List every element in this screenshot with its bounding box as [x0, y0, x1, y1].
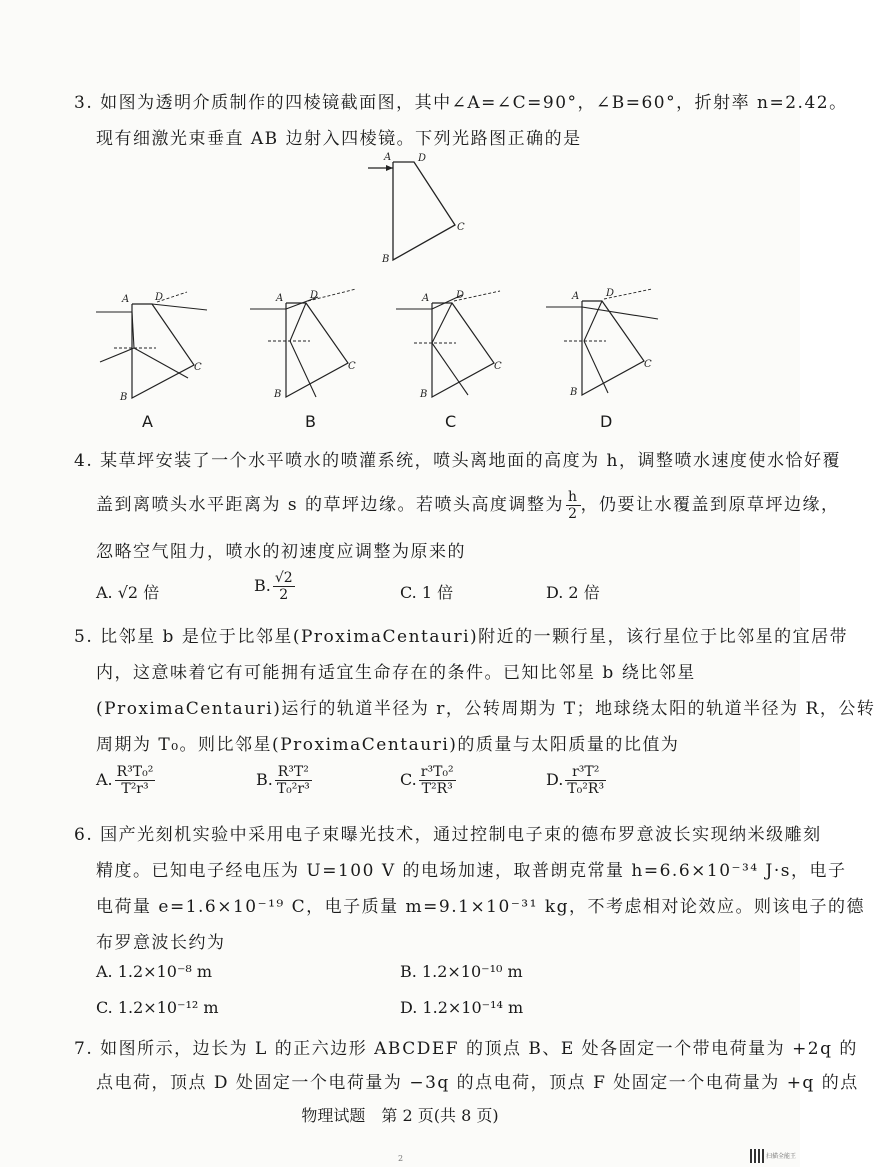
diagram-option-c	[392, 285, 512, 405]
scanner-watermark: 扫描全能王	[766, 1153, 797, 1160]
q5-option-d-label: D.	[546, 770, 564, 789]
svg-text:A: A	[422, 293, 430, 304]
q5-option-b	[256, 764, 312, 797]
q5-line2: 内，这意味着它有可能拥有适宜生命存在的条件。已知比邻星 b 绕比邻星	[96, 663, 696, 683]
q7-line2: 点电荷，顶点 D 处固定一个电荷量为 −3q 的点电荷，顶点 F 处固定一个电荷量为 +q 的点	[96, 1073, 859, 1093]
q4-option-b-fraction	[273, 570, 295, 603]
q4-frac-den: 2	[568, 506, 579, 522]
q5-option-b-num: R³T²	[275, 764, 312, 781]
q6-option-d: D. 1.2×10⁻¹⁴ m	[400, 998, 524, 1017]
q5-option-b-label: B.	[256, 770, 273, 789]
svg-text:A: A	[572, 291, 580, 302]
q4-line1: 4. 某草坪安装了一个水平喷水的喷灌系统，喷头离地面的高度为 h，调整喷水速度使水恰好覆	[74, 451, 841, 471]
vertex-label-c: C	[457, 222, 465, 233]
q5-line4: 周期为 T₀。则比邻星(ProximaCentauri)的质量与太阳质量的比值为	[96, 735, 680, 755]
q4-option-b-den: 2	[279, 587, 289, 603]
svg-text:B: B	[120, 392, 128, 403]
q5-option-b-den: T₀²r³	[276, 781, 310, 797]
q4-line2	[96, 489, 840, 522]
q4-option-c: C. 1 倍	[400, 583, 454, 602]
q4-line2-pre: 盖到离喷头水平距离为 s 的草坪边缘。若喷头高度调整为	[96, 495, 565, 515]
q5-option-a	[96, 764, 155, 797]
svg-text:D: D	[155, 292, 164, 303]
vertex-label-b: B	[382, 254, 390, 265]
q5-option-d	[546, 764, 606, 797]
q5-option-c-num: r³T₀²	[420, 764, 454, 780]
q4-option-b-label: B.	[254, 576, 271, 595]
q5-line3: (ProximaCentauri)运行的轨道半径为 r，公转周期为 T；地球绕太阳的轨道半径为 R，公转	[96, 699, 875, 719]
q5-option-c	[400, 764, 456, 797]
option-label-a: A	[142, 412, 153, 431]
q5-option-c-label: C.	[400, 770, 417, 789]
q3-line2: 现有细激光束垂直 AB 边射入四棱镜。下列光路图正确的是	[96, 129, 582, 149]
diagram-option-a	[92, 290, 212, 405]
svg-text:B: B	[274, 389, 282, 400]
q4-option-b-num: √2	[274, 570, 293, 586]
option-label-c: C	[445, 412, 457, 431]
svg-text:A: A	[122, 294, 130, 305]
q5-option-a-label: A.	[96, 770, 113, 789]
q3-line1: 3. 如图为透明介质制作的四棱镜截面图，其中∠A=∠C=90°，∠B=60°，折射率 n=2.42。	[74, 93, 848, 113]
q5-option-a-num: R³T₀²	[116, 764, 154, 780]
svg-text:B: B	[570, 387, 578, 398]
option-label-b: B	[305, 412, 316, 431]
vertex-label-a: A	[384, 152, 392, 163]
q4-option-b	[254, 570, 295, 603]
svg-text:A: A	[276, 293, 284, 304]
svg-text:B: B	[420, 389, 428, 400]
q6-line4: 布罗意波长约为	[96, 933, 226, 953]
svg-text:C: C	[194, 362, 202, 373]
q4-line2-post: ，仍要让水覆盖到原草坪边缘，	[580, 495, 840, 515]
q6-option-c: C. 1.2×10⁻¹² m	[96, 998, 219, 1017]
q4-option-d: D. 2 倍	[546, 583, 600, 602]
prism-figure	[360, 150, 470, 265]
q4-line3: 忽略空气阻力，喷水的初速度应调整为原来的	[96, 542, 466, 562]
q5-option-c-den: T²R³	[421, 781, 453, 797]
q6-line3: 电荷量 e=1.6×10⁻¹⁹ C，电子质量 m=9.1×10⁻³¹ kg，不考虑相对论效应。则该电子的德	[96, 897, 866, 917]
q6-option-b: B. 1.2×10⁻¹⁰ m	[400, 962, 523, 981]
svg-text:C: C	[494, 361, 502, 372]
q6-line1: 6. 国产光刻机实验中采用电子束曝光技术，通过控制电子束的德布罗意波长实现纳米级雕刻	[74, 825, 822, 845]
svg-text:D: D	[456, 290, 465, 301]
option-label-d: D	[600, 412, 613, 431]
q5-option-d-num: r³T²	[565, 764, 606, 781]
q4-option-a: A. √2 倍	[96, 583, 160, 602]
q5-option-c-fraction	[419, 764, 456, 797]
svg-text:C: C	[348, 361, 356, 372]
svg-text:C: C	[644, 359, 652, 370]
diagram-option-b	[246, 285, 366, 405]
svg-text:D: D	[606, 288, 615, 299]
vertex-label-d: D	[418, 153, 427, 164]
q5-line1: 5. 比邻星 b 是位于比邻星(ProximaCentauri)附近的一颗行星，该行星位于比邻星的宜居带	[74, 627, 849, 647]
q6-option-a: A. 1.2×10⁻⁸ m	[96, 962, 213, 981]
q5-option-d-den: T₀²R³	[567, 781, 605, 797]
qr-code-icon	[750, 1149, 764, 1163]
q5-option-b-fraction	[275, 764, 312, 797]
svg-text:D: D	[310, 290, 319, 301]
diagram-option-d	[540, 285, 665, 405]
q4-fraction	[566, 489, 581, 522]
q6-line2: 精度。已知电子经电压为 U=100 V 的电场加速，取普朗克常量 h=6.6×10⁻³⁴ J·s，电子	[96, 861, 847, 881]
q5-option-d-fraction	[565, 764, 606, 797]
q7-line1: 7. 如图所示，边长为 L 的正六边形 ABCDEF 的顶点 B、E 处各固定一个带电荷量为 +2q 的	[74, 1039, 858, 1059]
page-footer: 物理试题 第 2 页(共 8 页)	[301, 1106, 499, 1125]
q5-option-a-den: T²r³	[121, 781, 149, 797]
page-number: 2	[398, 1154, 404, 1163]
q5-option-a-fraction	[115, 764, 156, 797]
q4-frac-num: h	[568, 489, 579, 505]
